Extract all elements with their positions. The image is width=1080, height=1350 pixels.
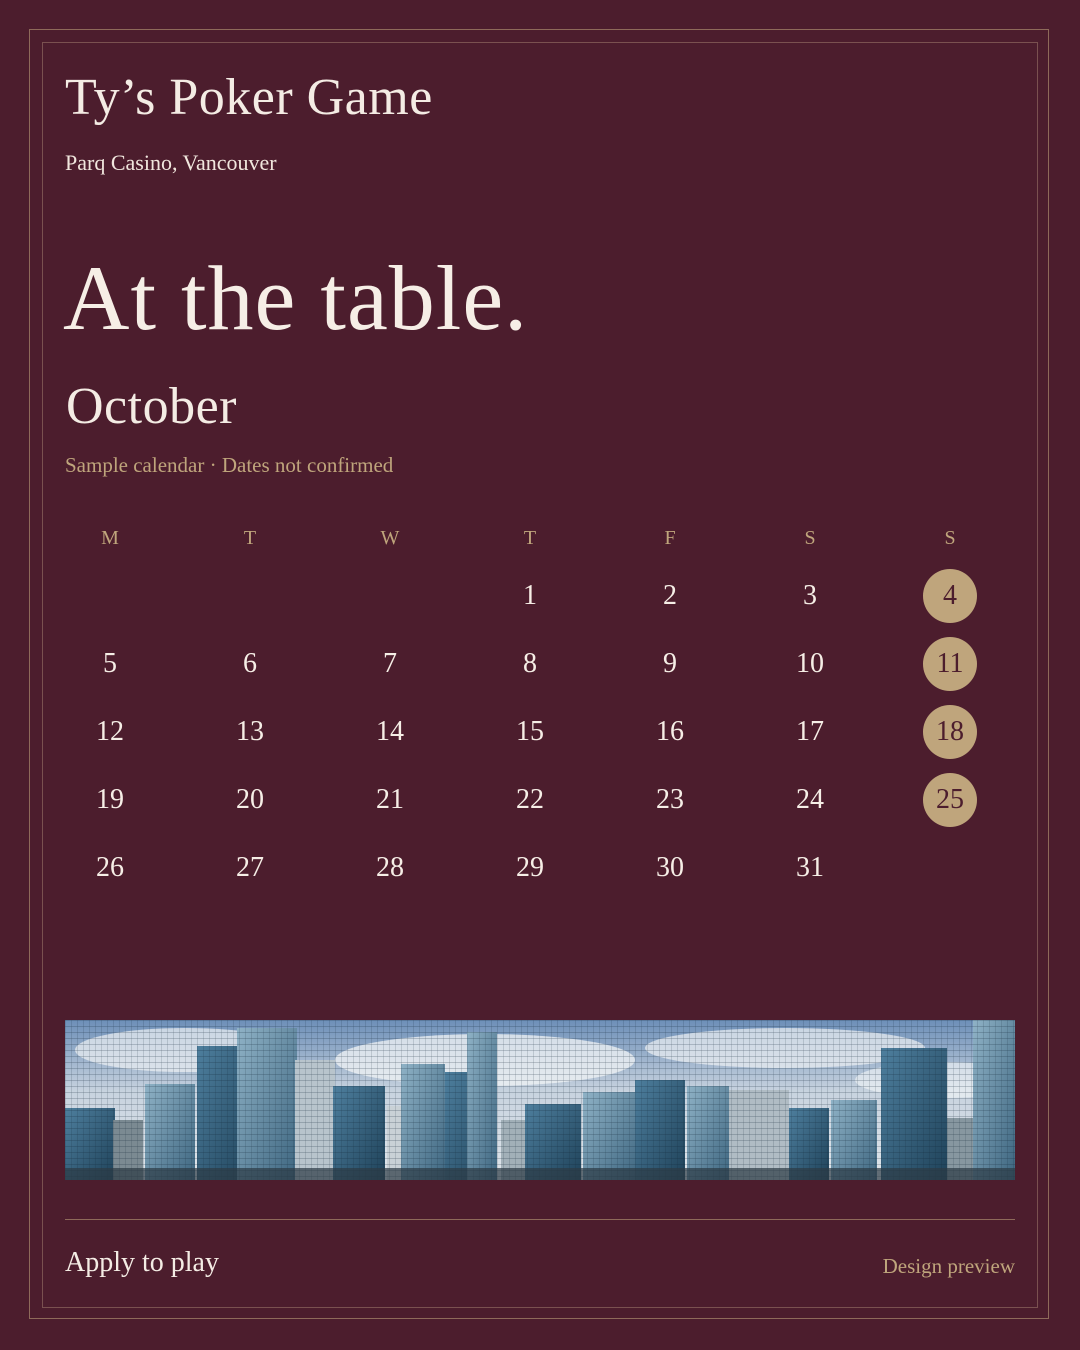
day-number: 16 bbox=[656, 716, 684, 747]
calendar-day-empty bbox=[320, 562, 460, 630]
calendar-day[interactable] bbox=[740, 834, 880, 902]
calendar-day[interactable] bbox=[40, 766, 180, 834]
page-headline: At the table. bbox=[63, 247, 529, 349]
weekday-label: M bbox=[101, 527, 119, 549]
calendar-month: October bbox=[66, 378, 237, 435]
weekday-label: S bbox=[944, 527, 956, 549]
day-number: 30 bbox=[656, 852, 684, 883]
weekday-label: S bbox=[804, 527, 816, 549]
calendar-note: Sample calendar · Dates not confirmed bbox=[65, 453, 394, 477]
calendar-week-row bbox=[40, 630, 1020, 698]
day-number: 10 bbox=[796, 648, 824, 679]
day-number: 12 bbox=[96, 716, 124, 747]
weekday-header-row bbox=[40, 520, 1020, 556]
day-number: 21 bbox=[376, 784, 404, 815]
day-number: 26 bbox=[96, 852, 124, 883]
day-number: 24 bbox=[796, 784, 824, 815]
calendar-day[interactable] bbox=[180, 834, 320, 902]
calendar-week-row bbox=[40, 698, 1020, 766]
calendar-day[interactable] bbox=[180, 698, 320, 766]
calendar-day[interactable] bbox=[600, 766, 740, 834]
day-number: 6 bbox=[243, 648, 257, 679]
calendar-week-row bbox=[40, 562, 1020, 630]
day-number: 25 bbox=[923, 773, 977, 827]
calendar-day[interactable] bbox=[320, 630, 460, 698]
calendar-day[interactable] bbox=[460, 834, 600, 902]
weekday-label: W bbox=[380, 527, 400, 549]
calendar-day[interactable] bbox=[40, 834, 180, 902]
calendar-day[interactable] bbox=[180, 630, 320, 698]
calendar-day[interactable] bbox=[320, 766, 460, 834]
calendar-week-row bbox=[40, 766, 1020, 834]
calendar-day[interactable] bbox=[600, 630, 740, 698]
day-number: 29 bbox=[516, 852, 544, 883]
day-number bbox=[363, 569, 417, 623]
calendar-day[interactable] bbox=[740, 562, 880, 630]
day-number bbox=[223, 569, 277, 623]
calendar-day[interactable] bbox=[600, 562, 740, 630]
vancouver-skyline-photo bbox=[65, 1020, 1015, 1180]
day-number: 3 bbox=[803, 580, 817, 611]
day-number: 8 bbox=[523, 648, 537, 679]
calendar-day[interactable] bbox=[740, 630, 880, 698]
day-number: 22 bbox=[516, 784, 544, 815]
calendar-day[interactable] bbox=[460, 630, 600, 698]
calendar-day[interactable] bbox=[460, 766, 600, 834]
calendar-day[interactable] bbox=[40, 698, 180, 766]
weekday-label: T bbox=[243, 527, 257, 549]
day-number: 17 bbox=[796, 716, 824, 747]
day-number: 5 bbox=[103, 648, 117, 679]
calendar-day[interactable] bbox=[740, 698, 880, 766]
day-number: 14 bbox=[376, 716, 404, 747]
brand-title: Ty’s Poker Game bbox=[65, 69, 433, 126]
calendar-grid bbox=[40, 520, 1020, 902]
day-number: 28 bbox=[376, 852, 404, 883]
venue-location: Parq Casino, Vancouver bbox=[65, 150, 277, 175]
day-number: 13 bbox=[236, 716, 264, 747]
calendar-day[interactable] bbox=[180, 766, 320, 834]
day-number: 9 bbox=[663, 648, 677, 679]
calendar-day[interactable] bbox=[320, 698, 460, 766]
calendar-day-game-night[interactable] bbox=[880, 562, 1020, 630]
calendar-day-game-night[interactable] bbox=[880, 766, 1020, 834]
day-number bbox=[83, 569, 137, 623]
calendar-day[interactable] bbox=[320, 834, 460, 902]
day-number: 4 bbox=[923, 569, 977, 623]
calendar-week-row bbox=[40, 834, 1020, 902]
day-number: 11 bbox=[923, 637, 977, 691]
day-number bbox=[923, 841, 977, 895]
calendar-day[interactable] bbox=[600, 698, 740, 766]
day-number: 23 bbox=[656, 784, 684, 815]
day-number: 18 bbox=[923, 705, 977, 759]
calendar-day-empty bbox=[180, 562, 320, 630]
weekday-label: T bbox=[523, 527, 537, 549]
calendar-day[interactable] bbox=[460, 562, 600, 630]
weekday-label: F bbox=[664, 527, 676, 549]
day-number: 1 bbox=[523, 580, 537, 611]
calendar-day-game-night[interactable] bbox=[880, 698, 1020, 766]
day-number: 15 bbox=[516, 716, 544, 747]
design-preview-label: Design preview bbox=[882, 1254, 1015, 1278]
calendar-day-empty bbox=[40, 562, 180, 630]
day-number: 20 bbox=[236, 784, 264, 815]
day-number: 7 bbox=[383, 648, 397, 679]
footer-divider bbox=[65, 1219, 1015, 1220]
calendar-day[interactable] bbox=[460, 698, 600, 766]
apply-to-play-link[interactable]: Apply to play bbox=[65, 1247, 219, 1278]
day-number: 19 bbox=[96, 784, 124, 815]
calendar-day-game-night[interactable] bbox=[880, 630, 1020, 698]
calendar-day[interactable] bbox=[740, 766, 880, 834]
day-number: 2 bbox=[663, 580, 677, 611]
day-number: 27 bbox=[236, 852, 264, 883]
calendar-weeks bbox=[40, 562, 1020, 902]
day-number: 31 bbox=[796, 852, 824, 883]
calendar-day[interactable] bbox=[40, 630, 180, 698]
calendar-day[interactable] bbox=[600, 834, 740, 902]
calendar-day-empty bbox=[880, 834, 1020, 902]
